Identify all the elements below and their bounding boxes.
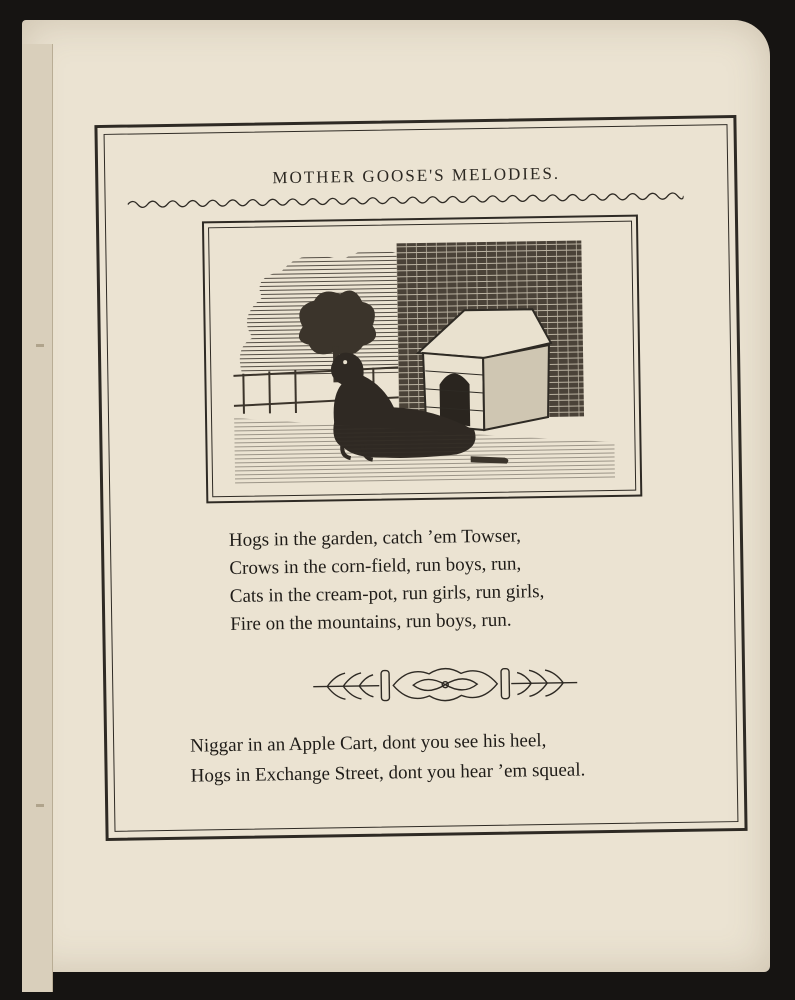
verse-line: Crows in the corn-field, run boys, run, bbox=[229, 553, 522, 580]
illustration-frame bbox=[202, 215, 642, 504]
floral-ornament-icon bbox=[309, 658, 582, 712]
woodcut-dog-and-kennel-icon bbox=[231, 232, 615, 486]
facing-page-edge bbox=[22, 44, 53, 992]
binding-stitch bbox=[36, 804, 44, 807]
verse-stanza-1 bbox=[229, 520, 691, 639]
verse-line: Cats in the cream-pot, run girls, run girls, bbox=[229, 581, 545, 608]
page-border-inner bbox=[104, 124, 739, 832]
book-page bbox=[22, 20, 770, 972]
illustration-inner-frame bbox=[208, 221, 636, 498]
verse-line: Niggar in an Apple Cart, dont you see his heel, bbox=[190, 730, 547, 757]
binding-stitch bbox=[36, 344, 44, 347]
wavy-rule-divider bbox=[128, 190, 684, 211]
running-title: MOTHER GOOSE'S MELODIES. bbox=[272, 163, 561, 188]
verse-line: Fire on the mountains, run boys, run. bbox=[230, 609, 512, 636]
verse-stanza-2 bbox=[190, 723, 731, 791]
verse-line: Hogs in the garden, catch ’em Towser, bbox=[228, 525, 522, 552]
verse-line: Hogs in Exchange Street, dont you hear ’em squeal. bbox=[190, 759, 586, 787]
page-border-frame bbox=[94, 115, 747, 841]
